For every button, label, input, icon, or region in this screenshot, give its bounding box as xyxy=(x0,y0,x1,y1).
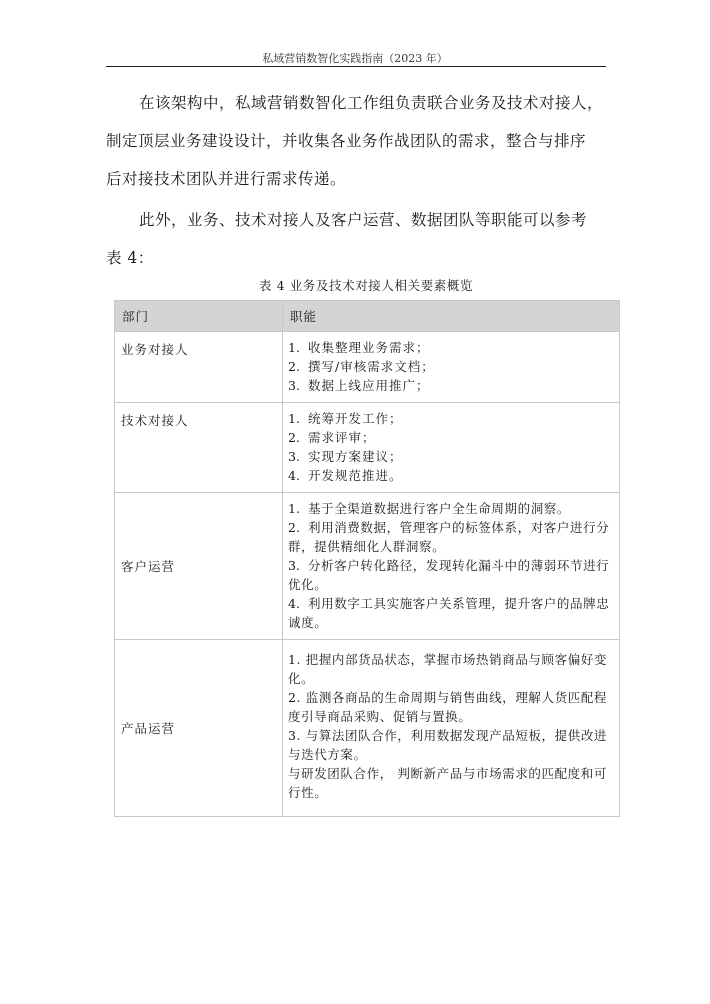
paragraph-1-first-line: 在该架构中，私域营销数智化工作组负责联合业务及技术对接人， xyxy=(139,94,604,112)
func-item: 3. 分析客户转化路径，发现转化漏斗中的薄弱环节进行优化。 xyxy=(288,558,610,592)
paragraph-1-line-3: 后对接技术团队并进行需求传递。 xyxy=(106,170,347,188)
func-item: 4. 开发规范推进。 xyxy=(288,468,403,483)
func-item: 2. 撰写/审核需求文档； xyxy=(288,359,435,374)
table-row xyxy=(115,640,620,817)
paragraph-2 xyxy=(106,201,606,277)
table-row xyxy=(115,332,620,403)
func-item: 与研发团队合作， 判断新产品与市场需求的匹配度和可行性。 xyxy=(288,766,607,800)
paragraph-2-line-2: 表 4： xyxy=(106,249,154,267)
func-item: 1. 统筹开发工作； xyxy=(288,411,403,426)
func-cell xyxy=(283,403,620,493)
header-func: 职能 xyxy=(283,301,620,332)
paragraph-1-line-2: 制定顶层业务建设设计，并收集各业务作战团队的需求，整合与排序 xyxy=(106,132,587,150)
table-header-row xyxy=(115,301,620,332)
dept-cell: 技术对接人 xyxy=(115,403,283,493)
func-item: 3. 与算法团队合作，利用数据发现产品短板，提供改进与迭代方案。 xyxy=(288,728,608,762)
func-cell xyxy=(283,493,620,640)
table-caption: 表 4 业务及技术对接人相关要素概览 xyxy=(258,278,474,293)
table-row xyxy=(115,493,620,640)
func-item: 1. 把握内部货品状态，掌握市场热销商品与顾客偏好变化。 xyxy=(288,652,608,686)
func-item: 1. 收集整理业务需求； xyxy=(288,340,430,355)
dept-cell: 业务对接人 xyxy=(115,332,283,403)
header-rule xyxy=(106,66,606,67)
header-dept: 部门 xyxy=(115,301,283,332)
paragraph-1 xyxy=(106,84,606,198)
table-row xyxy=(115,403,620,493)
func-cell xyxy=(283,640,620,817)
func-cell xyxy=(283,332,620,403)
paragraph-2-first-line: 此外，业务、技术对接人及客户运营、数据团队等职能可以参考 xyxy=(139,211,588,229)
func-item: 2. 监测各商品的生命周期与销售曲线，理解人货匹配程度引导商品采购、促销与置换。 xyxy=(288,690,608,724)
roles-table xyxy=(114,300,620,817)
func-item: 1. 基于全渠道数据进行客户全生命周期的洞察。 xyxy=(288,501,571,516)
func-item: 4. 利用数字工具实施客户关系管理，提升客户的品牌忠诚度。 xyxy=(288,596,610,630)
func-item: 3. 实现方案建议； xyxy=(288,449,403,464)
dept-cell: 客户运营 xyxy=(115,493,283,640)
dept-cell: 产品运营 xyxy=(115,640,283,817)
page-header: 私域营销数智化实践指南（2023 年） xyxy=(262,52,448,65)
func-item: 2. 利用消费数据，管理客户的标签体系，对客户进行分群，提供精细化人群洞察。 xyxy=(288,520,610,554)
func-item: 2. 需求评审； xyxy=(288,430,376,445)
func-item: 3. 数据上线应用推广； xyxy=(288,378,430,393)
